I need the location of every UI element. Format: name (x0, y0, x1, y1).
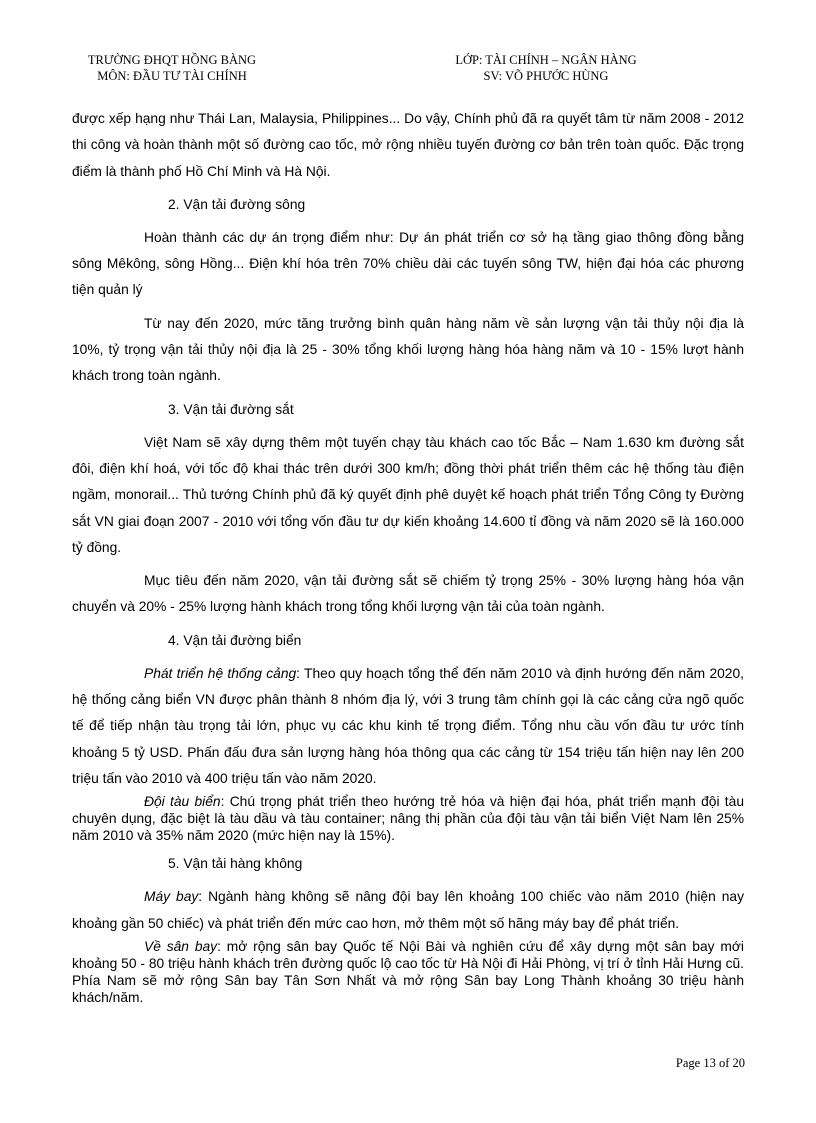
header-left (72, 52, 272, 84)
sea-ports-text: : Theo quy hoạch tổng thể đến năm 2010 và định hướng đến năm 2020, hệ thống cảng biển VN được phân thành 8 nhóm địa lý, với 3 trung tâm chính gọi là các cảng cửa ngõ quốc tế để tiếp nhận tàu trọng tải lớn, phục vụ các khu kinh tế trọng điểm. Tổng nhu cầu vốn đầu tư ước tính khoảng 5 tỷ USD. Phấn đấu đưa sản lượng hàng hóa thông qua các cảng từ 154 triệu tấn hiện nay lên 200 triệu tấn vào 2010 và 400 triệu tấn vào năm 2020. (72, 665, 744, 786)
paragraph-air-airports (72, 938, 744, 1006)
school-name: TRƯỜNG ĐHQT HỒNG BÀNG (87, 53, 257, 67)
sea-fleet-lead: Đội tàu biển (144, 794, 221, 810)
class-name: LỚP: TÀI CHÍNH – NGÂN HÀNG (455, 53, 637, 67)
paragraph-river-1: Hoàn thành các dự án trọng điểm như: Dự án phát triển cơ sở hạ tầng giao thông đồng bằng sông Mêkông, sông Hồng... Điện khí hóa trên 70% chiều dài các tuyến sông TW, hiện đại hóa các phương tiện quản lý (72, 229, 744, 298)
paragraph-air-planes (72, 884, 744, 937)
paragraph-rail-1: Việt Nam sẽ xây dựng thêm một tuyến chạy tàu khách cao tốc Bắc – Nam 1.630 km đường sắt đôi, điện khí hoá, với tốc độ khai thác trên dưới 300 km/h; đồng thời phát triển thêm các hệ thống tàu điện ngầm, monorail... Thủ tướng Chính phủ đã ký quyết định phê duyệt kế hoạch phát triển Tổng Công ty Đường sắt VN giai đoạn 2007 - 2010 với tổng vốn đầu tư dự kiến khoảng 14.600 tỉ đồng và năm 2020 sẽ là 160.000 tỷ đồng. (72, 434, 744, 555)
paragraph-rail-2: Mục tiêu đến năm 2020, vận tải đường sắt sẽ chiếm tỷ trọng 25% - 30% lượng hàng hóa vận chuyển và 20% - 25% lượng hành khách trong tổng khối lượng vận tải của toàn ngành. (72, 573, 744, 615)
air-airports-lead: Về sân bay (144, 938, 218, 954)
paragraph-river-2: Từ nay đến 2020, mức tăng trưởng bình quân hàng năm về sản lượng vận tải thủy nội địa là 10%, tỷ trọng vận tải thủy nội địa là 25 - 30% tổng khối lượng hàng hóa hàng năm và 10 - 15% lượt hành khách trong toàn ngành. (72, 315, 744, 384)
heading-sea-transport: 4. Vận tải đường biển (168, 632, 302, 648)
heading-air-transport: 5. Vận tải hàng không (168, 856, 303, 872)
document-body (72, 106, 744, 1006)
heading-river-transport: 2. Vận tải đường sông (168, 196, 306, 212)
sea-ports-lead: Phát triển hệ thống cảng (144, 665, 297, 681)
student-name: SV: VÕ PHƯỚC HÙNG (483, 69, 609, 83)
header-right (440, 52, 652, 84)
heading-rail-transport: 3. Vận tải đường sắt (168, 401, 294, 417)
paragraph-sea-fleet (72, 793, 744, 844)
air-planes-lead: Máy bay (144, 889, 199, 905)
air-planes-text: : Ngành hàng không sẽ nâng đội bay lên khoảng 100 chiếc vào năm 2010 (hiện nay khoảng gần 50 chiếc) và phát triển đến mức cao hơn, mở thêm một số hãng máy bay để phát triển. (72, 889, 744, 931)
air-airports-text: : mở rộng sân bay Quốc tế Nội Bài và nghiên cứu để xây dựng một sân bay mới khoảng 50 - 80 triệu hành khách trên đường quốc lộ cao tốc từ Hà Nội đi Hải Phòng, vị trí ở tỉnh Hải Hưng cũ. Phía Nam sẽ mở rộng Sân bay Tân Sơn Nhất và mở rộng Sân bay Long Thành khoảng 30 triệu hành khách/năm. (72, 938, 744, 1005)
course-name: MÔN: ĐẦU TƯ TÀI CHÍNH (97, 69, 247, 83)
paragraph-sea-ports (72, 661, 744, 792)
page-number: Page 13 of 20 (675, 1056, 745, 1070)
paragraph-intro: được xếp hạng như Thái Lan, Malaysia, Philippines... Do vậy, Chính phủ đã ra quyết tâm từ năm 2008 - 2012 thi công và hoàn thành một số đường cao tốc, mở rộng nhiều tuyến đường cơ bản trên toàn quốc. Đặc trọng điểm là thành phố Hồ Chí Minh và Hà Nội. (72, 111, 744, 179)
sea-fleet-text: : Chú trọng phát triển theo hướng trẻ hóa và hiện đại hóa, phát triển mạnh đội tàu chuyên dụng, đặc biệt là tàu dầu và tàu container; nâng thị phần của đội tàu vận tải biển Việt Nam lên 25% năm 2010 và 35% năm 2020 (mức hiện nay là 15%). (72, 794, 744, 844)
